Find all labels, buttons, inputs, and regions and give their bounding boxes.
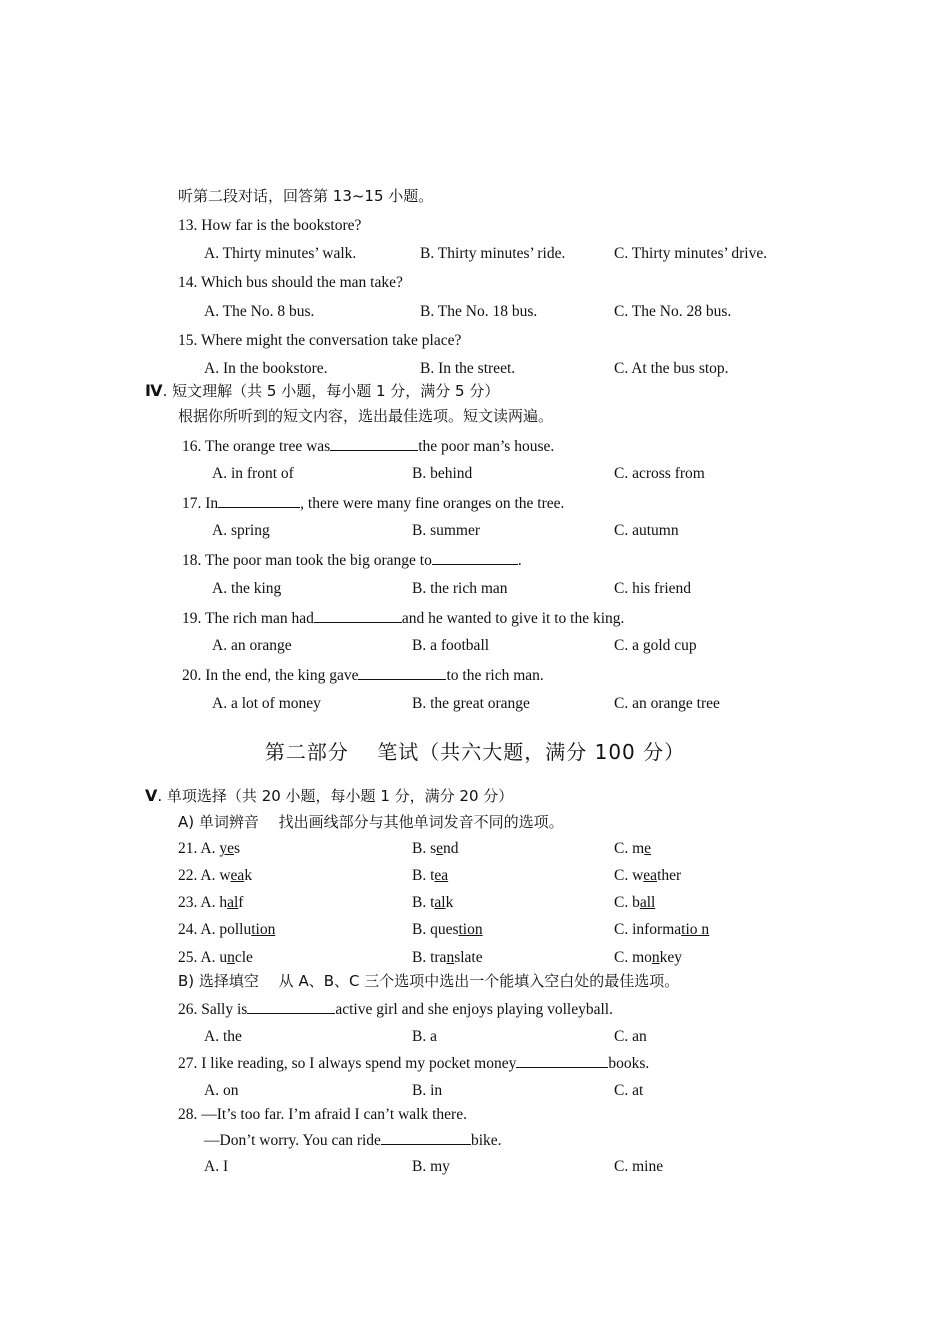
question-17-text: 17. In [182,495,219,512]
option-14-c: C. The No. 28 bus. [614,303,732,320]
section-5-number: Ⅴ [145,786,158,805]
question-16-text-end: the poor man’s house. [418,438,555,455]
question-20-text: 20. In the end, the king gave [182,667,359,684]
option-15-a: A. In the bookstore. [204,360,328,377]
answer-blank [358,665,446,680]
option-15-b: B. In the street. [420,360,516,377]
question-28-reply [204,1130,502,1151]
subsection-b-instructions: B) 选择填空 从 A、B、C 三个选项中选出一个能填入空白处的最佳选项。 [178,972,680,990]
question-13: 13. How far is the bookstore? [178,217,362,234]
option-18-c: C. his friend [614,580,692,597]
question-16-text: 16. The orange tree was [182,438,331,455]
option-14-a: A. The No. 8 bus. [204,303,315,320]
question-20-text-end: to the rich man. [446,667,544,684]
answer-blank [432,550,518,565]
question-28-reply-end: bike. [470,1132,502,1149]
question-18 [182,550,522,571]
option-19-a: A. an orange [212,637,292,654]
option-16-c: C. across from [614,465,705,482]
option-13-c: C. Thirty minutes’ drive. [614,245,768,262]
question-26 [178,999,613,1020]
question-27 [178,1053,649,1074]
option-19-b: B. a football [412,637,490,654]
phonics-24-c: C. informatio n [614,921,710,938]
answer-blank [516,1053,608,1068]
phonics-22-b: B. tea [412,867,449,884]
phonics-24-a: 24. A. pollution [178,921,276,938]
question-27-text-end: books. [608,1055,650,1072]
question-18-text-end: . [517,552,522,569]
phonics-23-c: C. ball [614,894,656,911]
phonics-22-c: C. weather [614,867,682,884]
answer-blank [218,493,300,508]
question-16 [182,436,554,457]
option-27-b: B. in [412,1082,443,1099]
part-2-title: 第二部分 笔试（共六大题，满分 100 分） [264,740,686,764]
option-13-b: B. Thirty minutes’ ride. [420,245,566,262]
option-18-b: B. the rich man [412,580,508,597]
option-27-c: C. at [614,1082,644,1099]
option-20-b: B. the great orange [412,695,530,712]
phonics-25-b: B. translate [412,949,483,966]
option-28-c: C. mine [614,1158,664,1175]
option-19-c: C. a gold cup [614,637,697,654]
question-26-text-end: active girl and she enjoys playing volleyball. [335,1001,613,1018]
subsection-a-instructions: A) 单词辨音 找出画线部分与其他单词发音不同的选项。 [178,813,564,831]
question-27-text: 27. I like reading, so I always spend my pocket money [178,1055,517,1072]
question-19 [182,608,624,629]
answer-blank [314,608,402,623]
question-20 [182,665,544,686]
phonics-24-b: B. question [412,921,483,938]
option-15-c: C. At the bus stop. [614,360,729,377]
phonics-23-b: B. talk [412,894,454,911]
section-5-heading [145,786,513,807]
option-17-a: A. spring [212,522,270,539]
phonics-25-a: 25. A. uncle [178,949,253,966]
option-28-b: B. my [412,1158,450,1175]
option-14-b: B. The No. 18 bus. [420,303,538,320]
section-4-number: Ⅳ [145,381,163,400]
section-4-instructions: 根据你所听到的短文内容，选出最佳选项。短文读两遍。 [178,407,554,425]
option-17-c: C. autumn [614,522,679,539]
option-28-a: A. I [204,1158,229,1175]
phonics-22-a: 22. A. weak [178,867,253,884]
question-26-text: 26. Sally is [178,1001,248,1018]
question-18-text: 18. The poor man took the big orange to [182,552,432,569]
option-26-a: A. the [204,1028,242,1045]
option-17-b: B. summer [412,522,481,539]
option-20-a: A. a lot of money [212,695,321,712]
section-4-title: . 短文理解（共 5 小题，每小题 1 分，满分 5 分） [162,382,500,400]
answer-blank [330,436,418,451]
option-27-a: A. on [204,1082,239,1099]
phonics-25-c: C. monkey [614,949,683,966]
question-15: 15. Where might the conversation take place? [178,332,462,349]
dialogue-intro: 听第二段对话，回答第 13~15 小题。 [178,187,434,205]
question-28: 28. —It’s too far. I’m afraid I can’t walk there. [178,1106,467,1123]
section-5-title: . 单项选择（共 20 小题，每小题 1 分，满分 20 分） [157,787,514,805]
option-26-b: B. a [412,1028,437,1045]
phonics-21-c: C. me [614,840,652,857]
section-4-heading [145,381,499,402]
phonics-21-a: 21. A. yes [178,840,241,857]
question-14: 14. Which bus should the man take? [178,274,403,291]
question-17-text-end: , there were many fine oranges on the tree. [300,495,565,512]
option-20-c: C. an orange tree [614,695,720,712]
option-18-a: A. the king [212,580,282,597]
question-19-text: 19. The rich man had [182,610,314,627]
answer-blank [381,1130,471,1145]
option-16-a: A. in front of [212,465,294,482]
phonics-23-a: 23. A. half [178,894,244,911]
option-26-c: C. an [614,1028,647,1045]
option-13-a: A. Thirty minutes’ walk. [204,245,357,262]
question-19-text-end: and he wanted to give it to the king. [401,610,625,627]
phonics-21-b: B. send [412,840,459,857]
question-28-reply-text: —Don’t worry. You can ride [204,1132,381,1149]
option-16-b: B. behind [412,465,473,482]
question-17 [182,493,564,514]
answer-blank [247,999,335,1014]
